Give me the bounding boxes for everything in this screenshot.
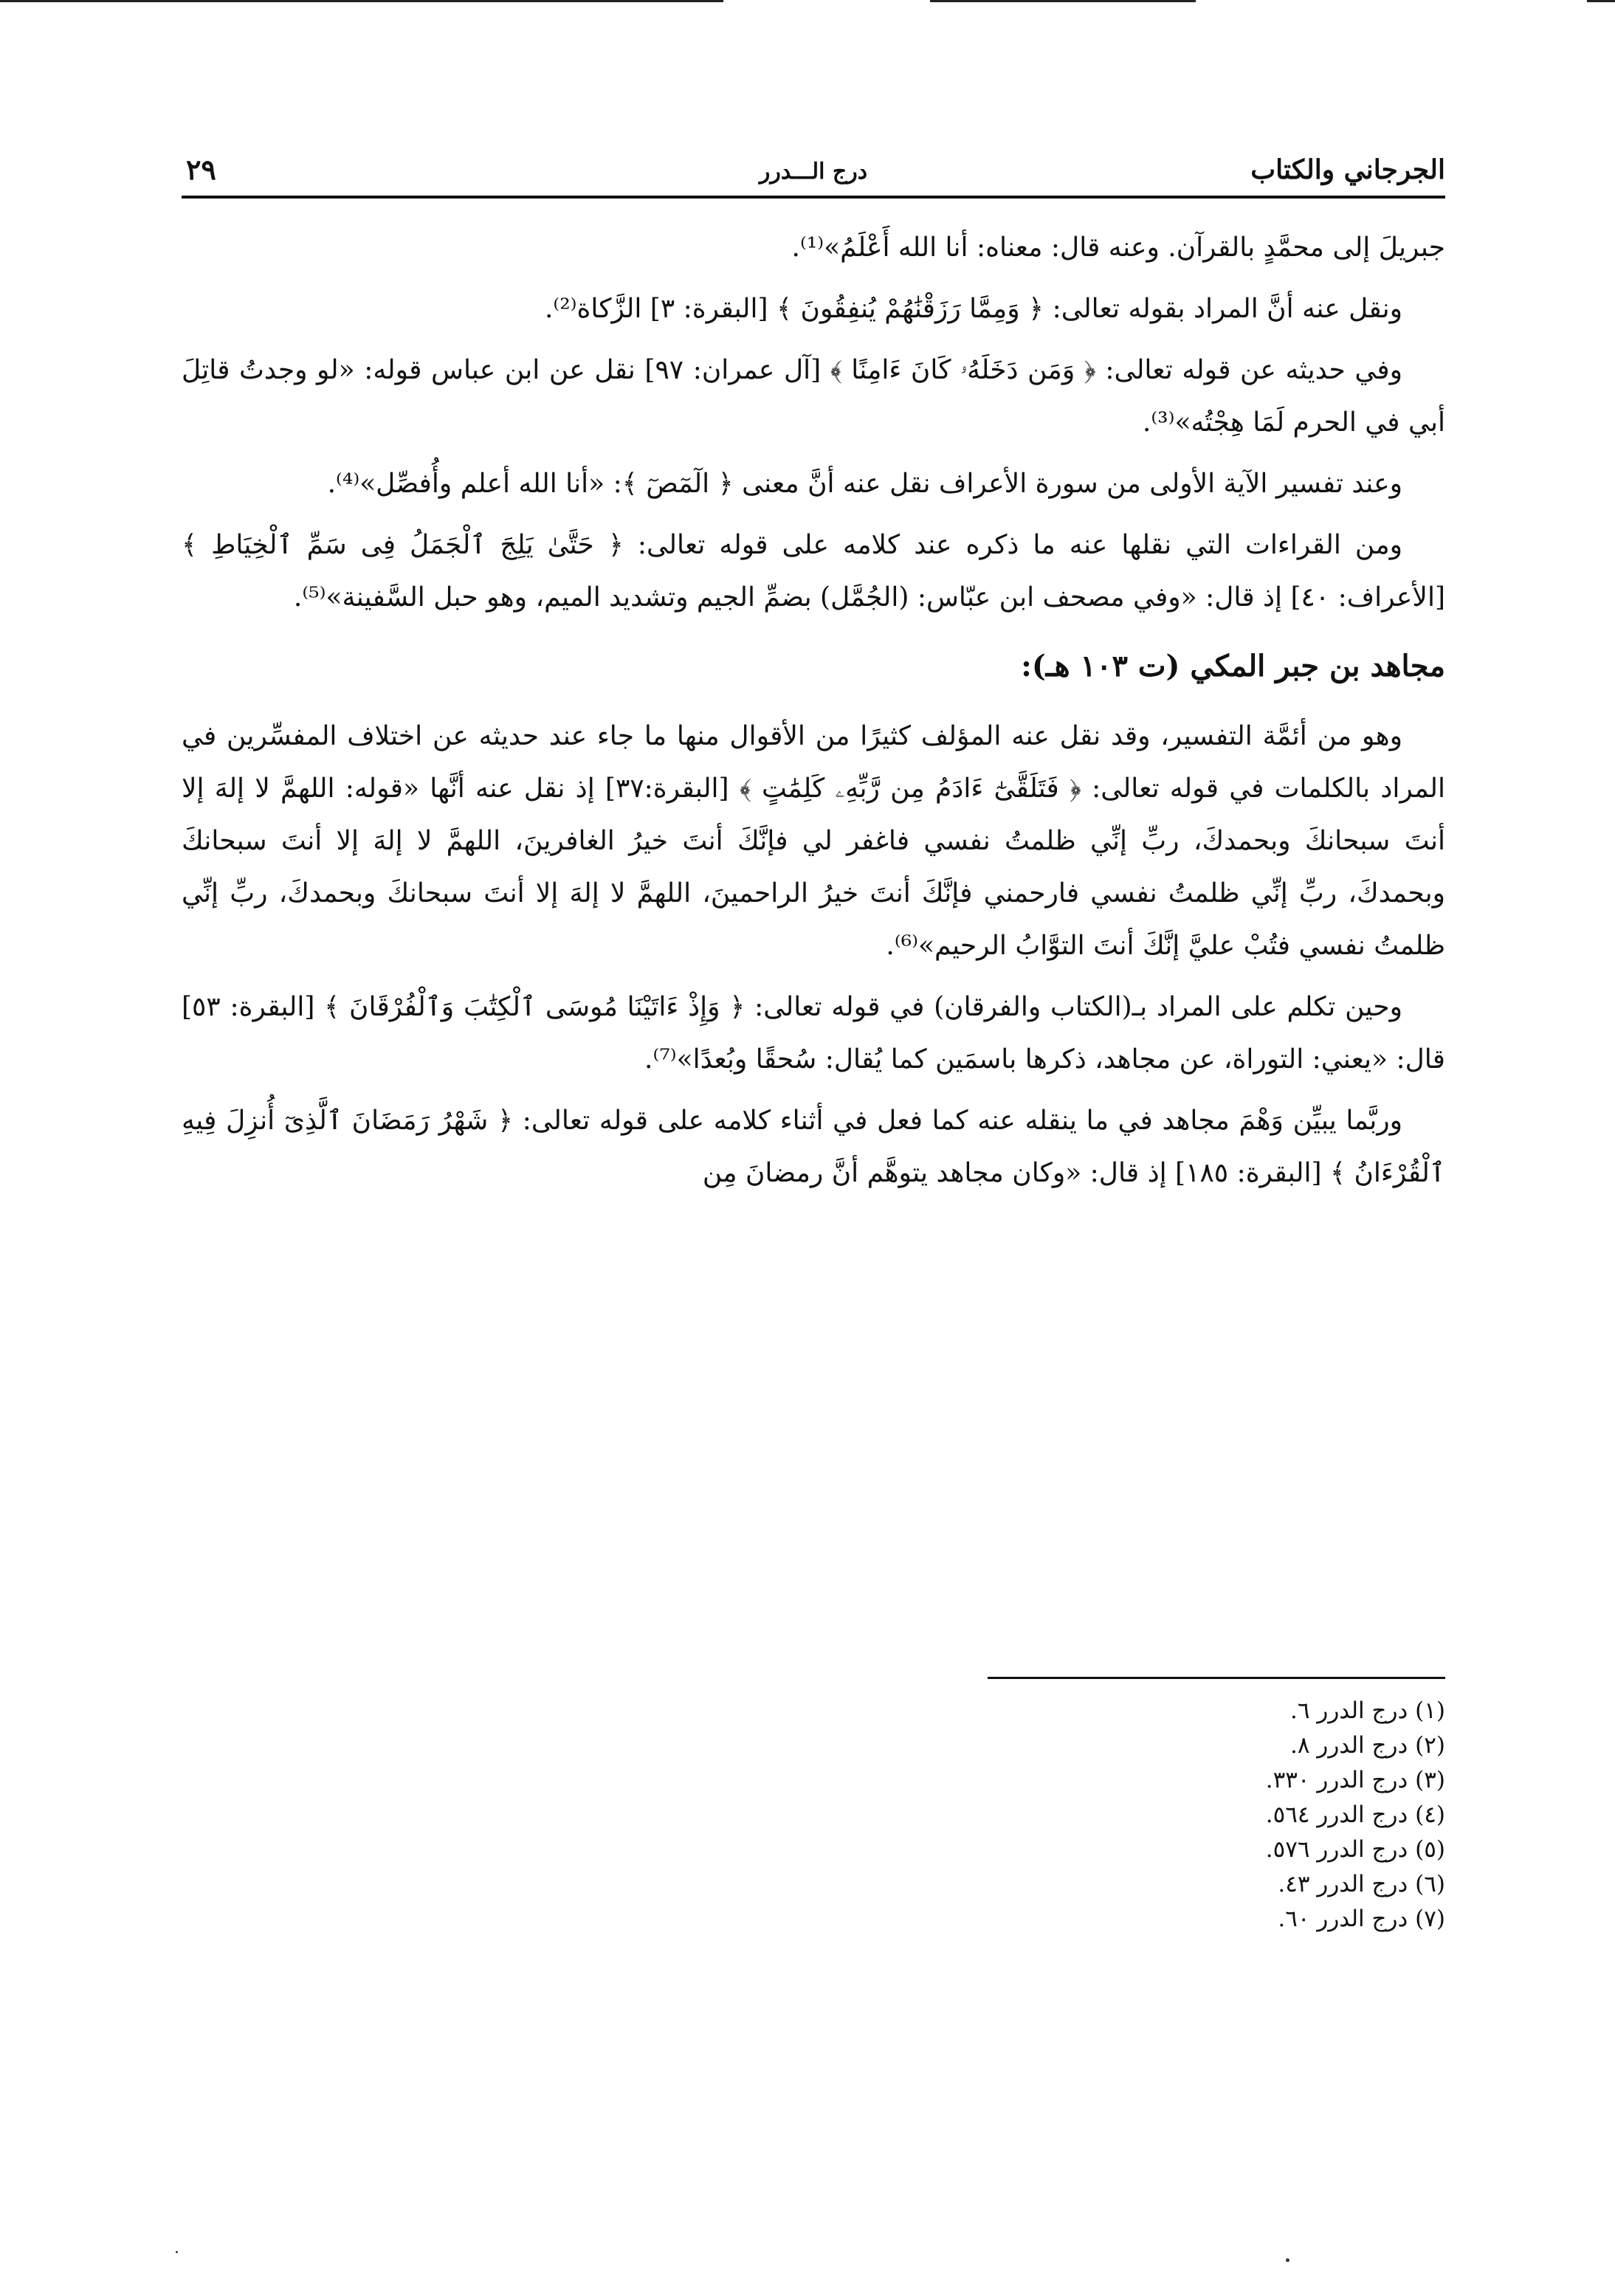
scan-edge-middle	[930, 0, 1196, 2]
chapter-title: الجرجاني والكتاب	[1250, 154, 1445, 185]
scan-speck	[1286, 2258, 1289, 2262]
scan-speck	[176, 2251, 178, 2253]
book-title: درج الـــدرر	[759, 159, 868, 185]
page-number: ٢٩	[186, 153, 216, 186]
paragraph: ومن القراءات التي نقلها عنه ما ذكره عند كلامه على قوله تعالى: ﴿ حَتَّىٰ يَلِجَ ٱلْجَمَلُ فِى سَمِّ ٱلْخِيَاطِ ﴾ [الأعراف: ٤٠] إذ قال: «وفي مصحف ابن عبّاس: (الجُمَّل) بضمِّ الجيم وتشديد الميم، وهو حبل السَّفينة»⁽⁵⁾.	[182, 530, 1445, 613]
footnote: (٦) درج الدرر ٤٣.	[1278, 1871, 1445, 1897]
running-header	[182, 151, 1445, 199]
paragraph: ونقل عنه أنَّ المراد بقوله تعالى: ﴿ وَمِمَّا رَزَقْنَٰهُمْ يُنفِقُونَ ﴾ [البقرة: ٣] الزَّكاة⁽²⁾.	[544, 294, 1402, 324]
footnote: (٢) درج الدرر ٨.	[1290, 1732, 1445, 1759]
section-heading: مجاهد بن جبر المكي (ت ١٠٣ هـ):	[1021, 649, 1445, 683]
paragraph: وهو من أئمَّة التفسير، وقد نقل عنه المؤلف كثيرًا من الأقوال منها ما جاء عند حديثه عن اختلاف المفسِّرين في المراد بالكلمات في قوله تعالى: ﴿ فَتَلَقَّىٰٓ ءَادَمُ مِن رَّبِّهِۦ كَلِمَٰتٍ ﴾ [البقرة:٣٧] إذ نقل عنه أنَّها «قوله: اللهمَّ لا إلهَ إلا أنتَ سبحانكَ وبحمدكَ، ربِّ إنِّي ظلمتُ نفسي فاغفر لي فإنَّكَ أنتَ خيرُ الغافرينَ، اللهمَّ لا إلهَ إلا أنتَ سبحانكَ وبحمدكَ، ربِّ إنِّي ظلمتُ نفسي فارحمني فإنَّكَ أنتَ خيرُ الراحمينَ، اللهمَّ لا إلهَ إلا أنتَ سبحانكَ وبحمدكَ، ربِّ إنِّي ظلمتُ نفسي فتُبْ عليَّ إنَّكَ أنتَ التوَّابُ الرحيم»⁽⁶⁾.	[182, 721, 1445, 961]
footnote-separator	[988, 1677, 1445, 1679]
footnote: (١) درج الدرر ٦.	[1290, 1697, 1445, 1724]
footnote: (٤) درج الدرر ٥٦٤.	[1265, 1802, 1445, 1828]
footnotes-list	[929, 1694, 1445, 1937]
paragraph: وفي حديثه عن قوله تعالى: ﴿ وَمَن دَخَلَهُۥ كَانَ ءَامِنًا ﴾ [آل عمران: ٩٧] نقل عن ابن عباس قوله: «لو وجدتُ قاتِلَ أبي في الحرم لَمَا هِجْتُه»⁽³⁾.	[182, 355, 1445, 438]
page-body	[182, 221, 1445, 1208]
paragraph: وربَّما يبيِّن وَهْمَ مجاهد في ما ينقله عنه كما فعل في أثناء كلامه على قوله تعالى: ﴿ شَهْرُ رَمَضَانَ ٱلَّذِىٓ أُنزِلَ فِيهِ ٱلْقُرْءَانُ ﴾ [البقرة: ١٨٥] إذ قال: «وكان مجاهد يتوهَّم أنَّ رمضانَ مِن	[182, 1106, 1445, 1188]
scan-edge-right	[1587, 0, 1615, 2]
paragraph: وعند تفسير الآية الأولى من سورة الأعراف نقل عنه أنَّ معنى ﴿ الٓمٓصٓ ﴾: «أنا الله أعلم وأُفصِّل»⁽⁴⁾.	[327, 469, 1402, 499]
footnote: (٥) درج الدرر ٥٧٦.	[1265, 1836, 1445, 1863]
paragraph: جبريلَ إلى محمَّدٍ بالقرآن. وعنه قال: معناه: أنا الله أَعْلَمُ»⁽¹⁾.	[791, 232, 1445, 263]
footnote: (٣) درج الدرر ٣٣٠.	[1265, 1767, 1445, 1793]
paragraph: وحين تكلم على المراد بـ(الكتاب والفرقان) في قوله تعالى: ﴿ وَإِذْ ءَاتَيْنَا مُوسَى ٱلْكِتَٰبَ وَٱلْفُرْقَانَ ﴾ [البقرة: ٥٣] قال: «يعني: التوراة، عن مجاهد، ذكرها باسمَين كما يُقال: سُحقًا وبُعدًا»⁽⁷⁾.	[182, 992, 1445, 1075]
footnote: (٧) درج الدرر ٦٠.	[1278, 1906, 1445, 1932]
scan-edge-left	[0, 0, 723, 2]
